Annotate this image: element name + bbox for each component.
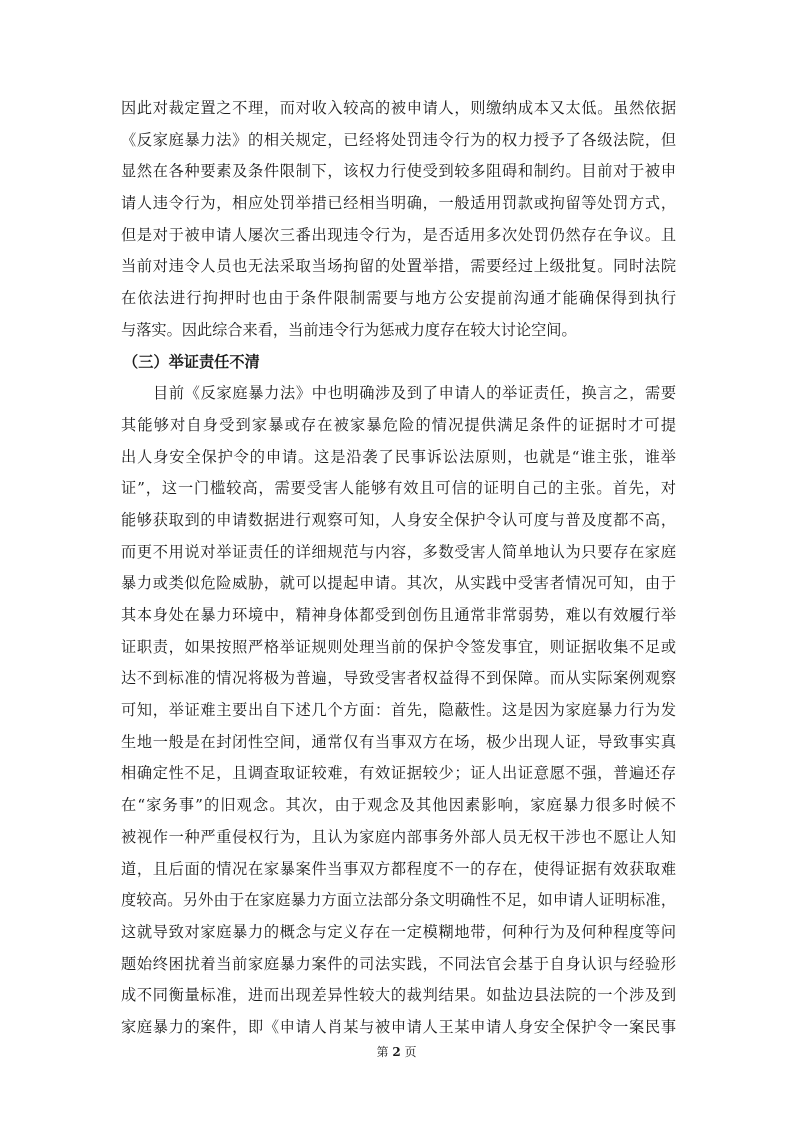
text-line: 题始终困扰着当前家庭暴力案件的司法实践，不同法官会基于自身认识与经验形 <box>121 954 676 973</box>
text-line: 暴力或类似危险威胁，就可以提起申请。其次，从实践中受害者情况可知，由于 <box>121 574 676 593</box>
text-line: 因此对裁定置之不理，而对收入较高的被申请人，则缴纳成本又太低。虽然依据 <box>121 99 676 117</box>
text-line: 生地一般是在封闭性空间，通常仅有当事双方在场，极少出现人证，导致事实真 <box>121 732 676 751</box>
text-line: 当前对违令人员也无法采取当场拘留的处置举措，需要经过上级批复。同时法院 <box>121 257 676 276</box>
text-line: 道，且后面的情况在家暴案件当事双方都程度不一的存在，使得证据有效获取难 <box>121 859 676 878</box>
text-line: 证职责，如果按照严格举证规则处理当前的保护令签发事宜，则证据收集不足或 <box>121 637 676 656</box>
text-line: 能够获取到的申请数据进行观察可知，人身安全保护令认可度与普及度都不高， <box>121 510 676 529</box>
text-line: 可知，举证难主要出自下述几个方面：首先，隐蔽性。这是因为家庭暴力行为发 <box>121 701 676 720</box>
text-line: 其能够对自身受到家暴或存在被家暴危险的情况提供满足条件的证据时才可提 <box>121 415 676 434</box>
paragraph-1 <box>121 93 676 347</box>
paragraph-2 <box>121 378 676 1043</box>
text-line: 家庭暴力的案件，即《申请人肖某与被申请人王某申请人身安全保护令一案民事 <box>121 1017 676 1036</box>
page-number-prefix: 第 <box>376 1045 389 1059</box>
text-line: 但是对于被申请人屡次三番出现违令行为，是否适用多次处罚仍然存在争议。且 <box>121 225 676 244</box>
page-number-suffix: 页 <box>404 1045 417 1059</box>
text-line: 其本身处在暴力环境中，精神身体都受到创伤且通常非常弱势，难以有效履行举 <box>121 606 676 624</box>
text-line: 在“家务事”的旧观念。其次，由于观念及其他因素影响，家庭暴力很多时候不 <box>121 796 676 815</box>
text-line: 成不同衡量标准，进而出现差异性较大的裁判结果。如盐边县法院的一个涉及到 <box>121 986 676 1005</box>
page-number: 2 <box>392 1045 401 1059</box>
text-line: 目前《反家庭暴力法》中也明确涉及到了申请人的举证责任，换言之，需要 <box>153 384 676 403</box>
text-line: 被视作一种严重侵权行为，且认为家庭内部事务外部人员无权干涉也不愿让人知 <box>121 827 676 846</box>
text-line: 与落实。因此综合来看，当前违令行为惩戒力度存在较大讨论空间。 <box>121 320 577 339</box>
text-line: 证”，这一门槛较高，需要受害人能够有效且可信的证明自己的主张。首先，对 <box>121 479 676 498</box>
text-line: 出人身安全保护令的申请。这是沿袭了民事诉讼法原则，也就是“谁主张，谁举 <box>121 447 676 466</box>
text-line: 相确定性不足，且调查取证较难，有效证据较少；证人出证意愿不强，普遍还存 <box>121 764 676 783</box>
text-line: 在依法进行拘押时也由于条件限制需要与地方公安提前沟通才能确保得到执行 <box>121 289 676 308</box>
text-line: 显然在各种要素及条件限制下，该权力行使受到较多阻碍和制约。目前对于被申 <box>121 162 676 181</box>
text-line: 《反家庭暴力法》的相关规定，已经将处罚违令行为的权力授予了各级法院，但 <box>121 130 676 149</box>
section-heading: （三）举证责任不清 <box>123 352 260 371</box>
page-footer <box>0 1044 793 1060</box>
text-line: 达不到标准的情况将极为普遍，导致受害者权益得不到保障。而从实际案例观察 <box>121 669 676 688</box>
text-line: 请人违令行为，相应处罚举措已经相当明确，一般适用罚款或拘留等处罚方式， <box>121 194 676 213</box>
text-line: 这就导致对家庭暴力的概念与定义存在一定模糊地带，何种行为及何种程度等问 <box>121 922 676 941</box>
text-line: 而更不用说对举证责任的详细规范与内容，多数受害人简单地认为只要存在家庭 <box>121 542 676 561</box>
body-text <box>121 93 676 1044</box>
text-line: 度较高。另外由于在家庭暴力方面立法部分条文明确性不足，如申请人证明标准， <box>121 891 676 910</box>
